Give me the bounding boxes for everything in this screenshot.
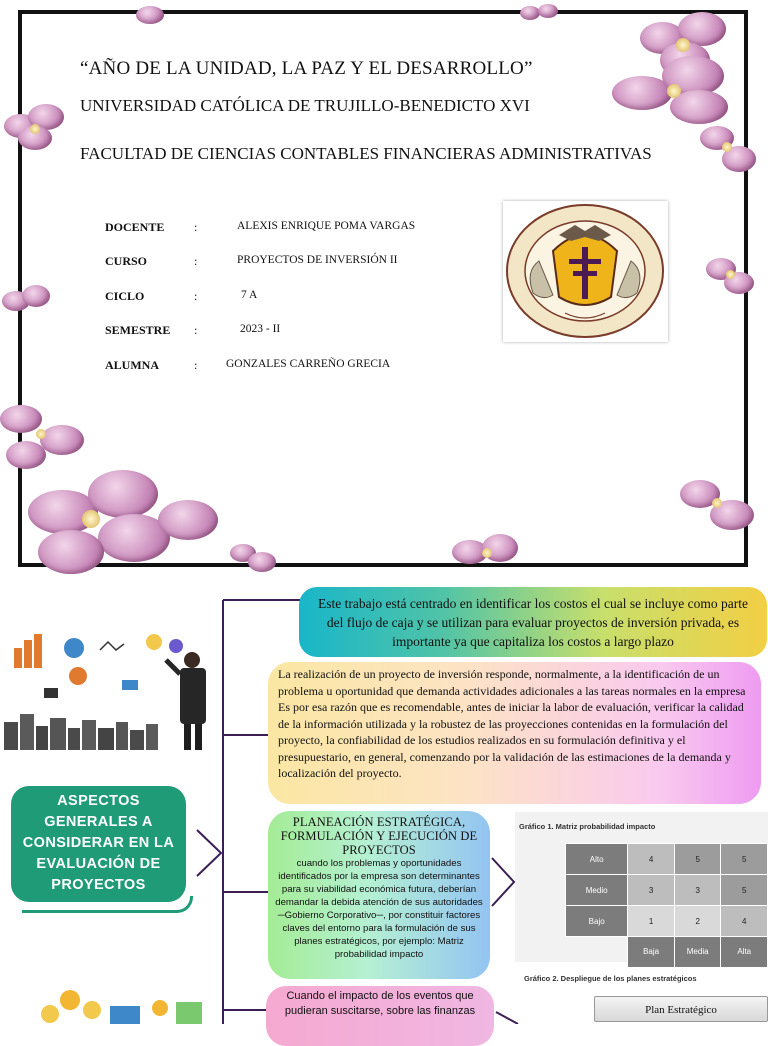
info-colon: :: [194, 323, 198, 337]
matrix-column-labels: [566, 937, 768, 968]
matrix-row: [566, 844, 768, 875]
flower-decoration: [0, 395, 96, 475]
matrix-column-label: Baja: [628, 937, 675, 968]
info-label-alumna: ALUMNA: [105, 358, 159, 372]
info-value-curso: PROYECTOS DE INVERSIÓN II: [237, 254, 398, 266]
matrix-cell: 3: [674, 875, 721, 906]
matrix-row: [566, 906, 768, 937]
info-value-alumna: GONZALES CARREÑO GRECIA: [226, 358, 391, 370]
university-logo: [503, 201, 668, 342]
coins-illustration: [10, 986, 210, 1024]
flower-decoration: [452, 534, 522, 574]
branch-paragraph: La realización de un proyecto de inversión responde, normalmente, a la identificación de un problema u oportunidad que demanda actividades adicionales a las tareas normales en la empresa: [278, 667, 746, 698]
flower-decoration: [612, 56, 730, 126]
matrix-cell: 1: [628, 906, 675, 937]
info-label-docente: DOCENTE: [105, 220, 165, 234]
matrix-column-label: Alta: [721, 937, 768, 968]
cover-motto: “AÑO DE LA UNIDAD, LA PAZ Y EL DESARROLLO”: [80, 58, 533, 79]
matrix-cell: 5: [674, 844, 721, 875]
matrix-cell: 5: [721, 844, 768, 875]
matrix-cell: 2: [674, 906, 721, 937]
info-colon: :: [194, 289, 198, 303]
branch-paragraph: cuando los problemas y oportunidades identificados por la empresa son determinantes para su viabilidad económica futura, deberían demandar la debida atención de sus autoridades ─Gobierno Corporativo─, por constituir factores claves del entorno para la formulación de sus planes estratégicos, por ejemplo: Matriz probabilidad impacto: [275, 858, 483, 960]
flower-decoration: [8, 470, 238, 580]
flower-decoration: [680, 470, 760, 540]
faculty-name: FACULTAD DE CIENCIAS CONTABLES FINANCIERAS ADMINISTRATIVAS: [80, 144, 652, 163]
info-value-semestre: 2023 - II: [240, 323, 281, 335]
probability-impact-matrix: [565, 843, 768, 968]
flower-decoration: [4, 104, 68, 152]
branch-node-planeacion: [268, 811, 490, 979]
matrix-row-label: Bajo: [566, 906, 628, 937]
main-topic-node: ASPECTOS GENERALES A CONSIDERAR EN LA EVALUACIÓN DE PROYECTOS: [11, 786, 186, 902]
flower-decoration: [520, 4, 560, 24]
business-illustration: [4, 628, 218, 750]
plan-estrategico-box: Plan Estratégico: [594, 996, 768, 1022]
matrix-cell: 3: [628, 875, 675, 906]
matrix-column-label: Media: [674, 937, 721, 968]
branch-paragraph: Es por esa razón que es recomendable, antes de iniciar la labor de evaluación, verificar la calidad de la información utilizada y la robustez de las proyecciones contenidas en la formulación del proyecto, la confiabilidad de los estudios realizados en su formulación definitiva y el presupuestario, en general, comenzando por la validación de las estimaciones de la demanda y localización del proyecto.: [278, 700, 744, 780]
flower-decoration: [700, 120, 760, 180]
info-colon: :: [194, 358, 198, 372]
flower-decoration: [2, 285, 52, 319]
figure2-title: Gráfico 2. Despliegue de los planes estratégicos: [524, 974, 697, 983]
matrix-cell: 4: [628, 844, 675, 875]
info-value-docente: ALEXIS ENRIQUE POMA VARGAS: [237, 220, 416, 232]
info-label-semestre: SEMESTRE: [105, 323, 171, 337]
flower-decoration: [706, 252, 760, 300]
branch-node-costos: Este trabajo está centrado en identificar los costos el cual se incluye como parte del flujo de caja y se utilizan para evaluar proyectos de inversión privada, es importante ya que capitaliza los costos a largo plazo: [299, 587, 767, 657]
matrix-cell: 4: [721, 906, 768, 937]
info-colon: :: [194, 254, 198, 268]
matrix-corner: [566, 937, 628, 968]
matrix-row-label: Alto: [566, 844, 628, 875]
flower-decoration: [230, 540, 280, 574]
university-name: UNIVERSIDAD CATÓLICA DE TRUJILLO-BENEDICTO XVI: [80, 96, 530, 115]
info-label-ciclo: CICLO: [105, 289, 145, 303]
branch-node-realizacion: [268, 662, 761, 804]
branch-title: PLANEACIÓN ESTRATÉGICA, FORMULACIÓN Y EJECUCIÓN DE PROYECTOS: [280, 815, 478, 857]
branch-node-impacto: Cuando el impacto de los eventos que pudieran suscitarse, sobre las finanzas: [266, 986, 494, 1046]
info-value-ciclo: 7 A: [241, 289, 258, 301]
flower-decoration: [136, 6, 166, 26]
info-label-curso: CURSO: [105, 254, 148, 268]
chart-title: Gráfico 1. Matriz probabilidad impacto: [519, 822, 656, 831]
matrix-row: [566, 875, 768, 906]
matrix-cell: 5: [721, 875, 768, 906]
matrix-row-label: Medio: [566, 875, 628, 906]
info-colon: :: [194, 220, 198, 234]
